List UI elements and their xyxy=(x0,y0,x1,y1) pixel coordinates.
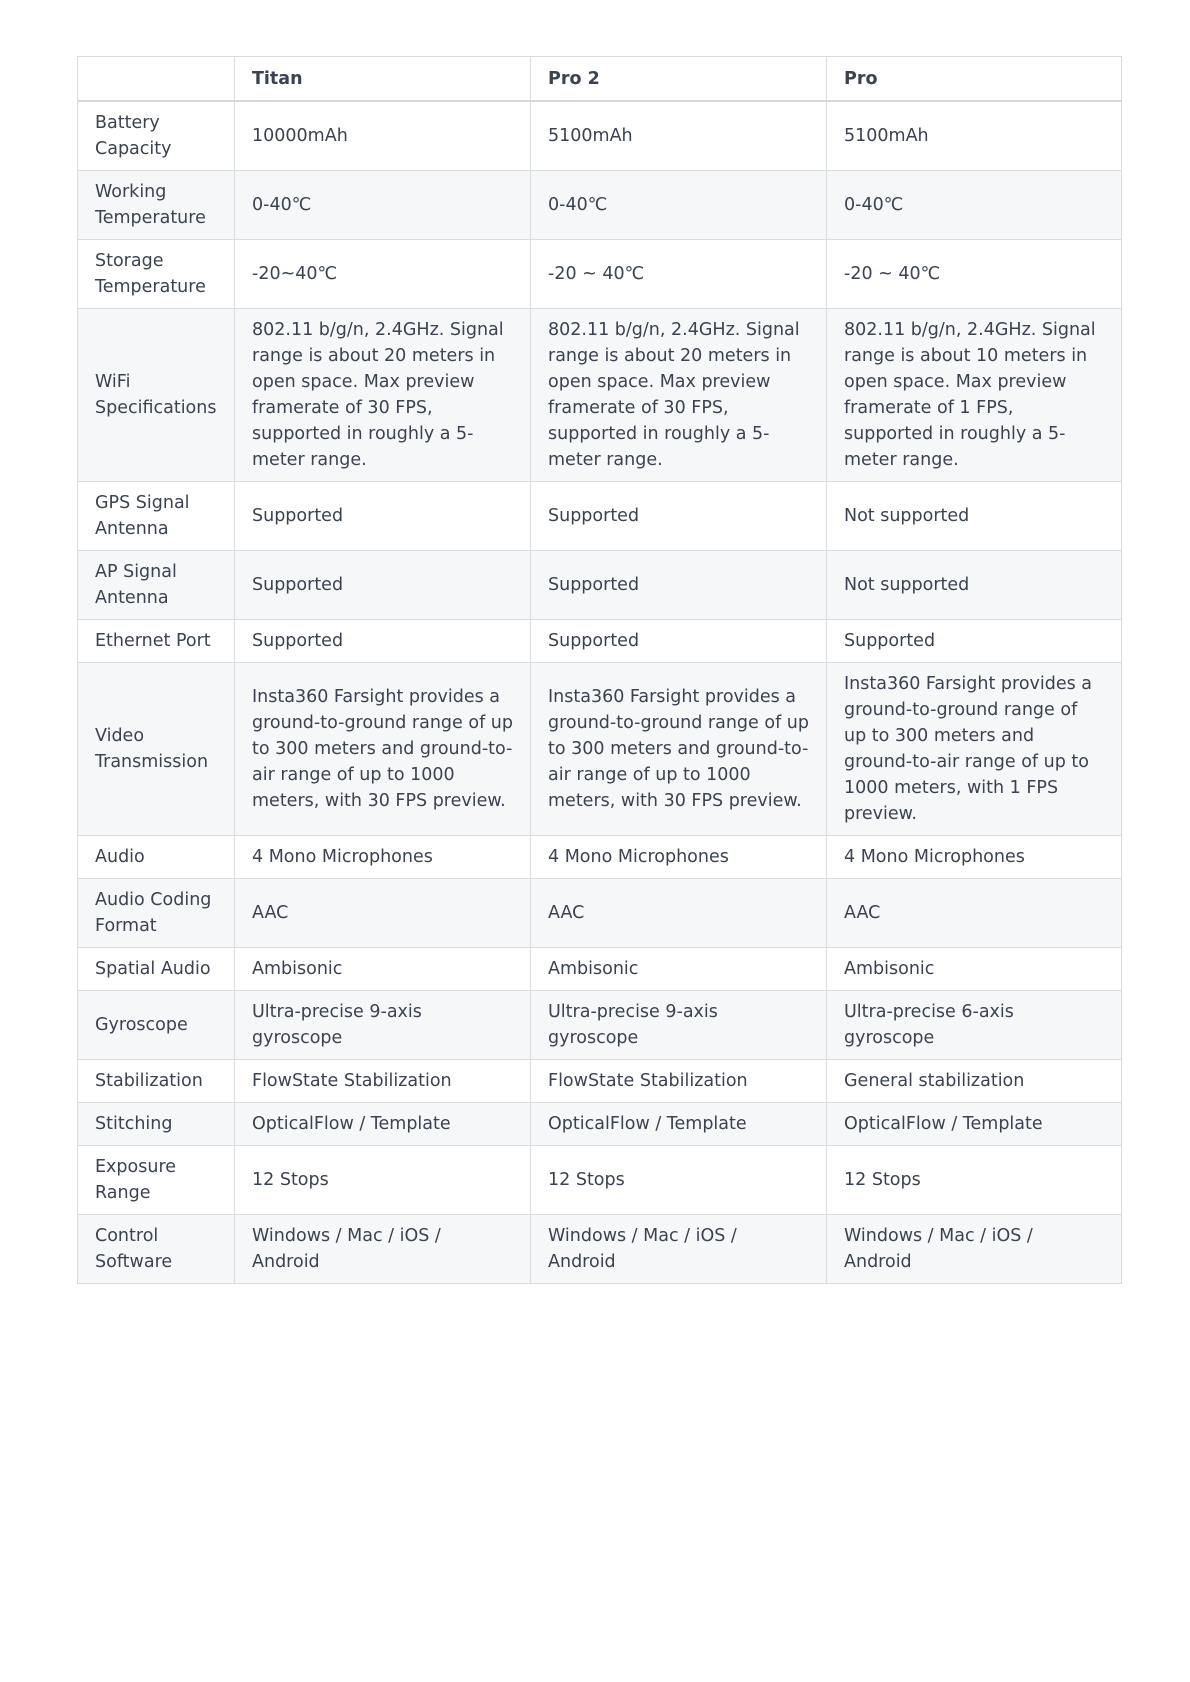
row-label: AP Signal Antenna xyxy=(78,551,235,620)
row-label: Working Temperature xyxy=(78,171,235,240)
row-label: Battery Capacity xyxy=(78,101,235,171)
row-label: Exposure Range xyxy=(78,1146,235,1215)
cell-titan: FlowState Stabilization xyxy=(235,1060,531,1103)
table-row xyxy=(78,836,1122,879)
column-header-pro2: Pro 2 xyxy=(531,57,827,102)
table-row xyxy=(78,482,1122,551)
cell-pro2: Ultra-precise 9-axis gyroscope xyxy=(531,991,827,1060)
row-label: WiFi Specifications xyxy=(78,309,235,482)
cell-pro: 4 Mono Microphones xyxy=(827,836,1122,879)
cell-pro: Supported xyxy=(827,620,1122,663)
row-label: Video Transmission xyxy=(78,663,235,836)
table-row xyxy=(78,663,1122,836)
cell-titan: Ultra-precise 9-axis gyroscope xyxy=(235,991,531,1060)
cell-titan: 0-40℃ xyxy=(235,171,531,240)
cell-titan: 4 Mono Microphones xyxy=(235,836,531,879)
cell-pro2: 5100mAh xyxy=(531,101,827,171)
cell-pro2: Insta360 Farsight provides a ground-to-ground range of up to 300 meters and ground-to-air range of up to 1000 meters, with 30 FPS preview. xyxy=(531,663,827,836)
cell-pro: 802.11 b/g/n, 2.4GHz. Signal range is about 10 meters in open space. Max preview framerate of 1 FPS, supported in roughly a 5-meter range. xyxy=(827,309,1122,482)
row-label: Audio Coding Format xyxy=(78,879,235,948)
cell-titan: -20~40℃ xyxy=(235,240,531,309)
cell-pro2: OpticalFlow / Template xyxy=(531,1103,827,1146)
cell-pro: Not supported xyxy=(827,482,1122,551)
cell-titan: Supported xyxy=(235,620,531,663)
cell-pro: 0-40℃ xyxy=(827,171,1122,240)
spec-sheet xyxy=(77,56,1121,1284)
cell-pro: General stabilization xyxy=(827,1060,1122,1103)
cell-pro: Ultra-precise 6-axis gyroscope xyxy=(827,991,1122,1060)
cell-pro2: 802.11 b/g/n, 2.4GHz. Signal range is about 20 meters in open space. Max preview framerate of 30 FPS, supported in roughly a 5-meter range. xyxy=(531,309,827,482)
cell-titan: Ambisonic xyxy=(235,948,531,991)
cell-pro: OpticalFlow / Template xyxy=(827,1103,1122,1146)
cell-titan: Supported xyxy=(235,551,531,620)
row-label: Gyroscope xyxy=(78,991,235,1060)
cell-pro: Insta360 Farsight provides a ground-to-ground range of up to 300 meters and ground-to-air range of up to 1000 meters, with 1 FPS preview. xyxy=(827,663,1122,836)
column-header-pro: Pro xyxy=(827,57,1122,102)
row-label: Stitching xyxy=(78,1103,235,1146)
column-header-feature xyxy=(78,57,235,102)
cell-pro2: Supported xyxy=(531,620,827,663)
cell-pro2: AAC xyxy=(531,879,827,948)
table-row xyxy=(78,171,1122,240)
row-label: Audio xyxy=(78,836,235,879)
cell-pro2: 4 Mono Microphones xyxy=(531,836,827,879)
table-row xyxy=(78,620,1122,663)
cell-titan: Windows / Mac / iOS / Android xyxy=(235,1215,531,1284)
comparison-table xyxy=(77,56,1122,1284)
table-row xyxy=(78,991,1122,1060)
cell-pro: Not supported xyxy=(827,551,1122,620)
table-header-row xyxy=(78,57,1122,102)
cell-titan: OpticalFlow / Template xyxy=(235,1103,531,1146)
row-label: Stabilization xyxy=(78,1060,235,1103)
cell-pro: Ambisonic xyxy=(827,948,1122,991)
table-row xyxy=(78,1146,1122,1215)
cell-pro2: Ambisonic xyxy=(531,948,827,991)
table-row xyxy=(78,1060,1122,1103)
row-label: Spatial Audio xyxy=(78,948,235,991)
column-header-titan: Titan xyxy=(235,57,531,102)
table-row xyxy=(78,1215,1122,1284)
cell-titan: Insta360 Farsight provides a ground-to-ground range of up to 300 meters and ground-to-air range of up to 1000 meters, with 30 FPS preview. xyxy=(235,663,531,836)
table-row xyxy=(78,551,1122,620)
table-row xyxy=(78,879,1122,948)
cell-pro2: FlowState Stabilization xyxy=(531,1060,827,1103)
cell-pro2: 0-40℃ xyxy=(531,171,827,240)
cell-pro: AAC xyxy=(827,879,1122,948)
cell-pro2: -20 ~ 40℃ xyxy=(531,240,827,309)
cell-pro2: Supported xyxy=(531,551,827,620)
row-label: Ethernet Port xyxy=(78,620,235,663)
cell-titan: AAC xyxy=(235,879,531,948)
cell-pro2: 12 Stops xyxy=(531,1146,827,1215)
cell-pro2: Supported xyxy=(531,482,827,551)
row-label: Control Software xyxy=(78,1215,235,1284)
table-row xyxy=(78,1103,1122,1146)
cell-pro: Windows / Mac / iOS / Android xyxy=(827,1215,1122,1284)
cell-pro: -20 ~ 40℃ xyxy=(827,240,1122,309)
cell-titan: 12 Stops xyxy=(235,1146,531,1215)
row-label: GPS Signal Antenna xyxy=(78,482,235,551)
table-row xyxy=(78,309,1122,482)
cell-titan: Supported xyxy=(235,482,531,551)
table-row xyxy=(78,240,1122,309)
table-row xyxy=(78,101,1122,171)
table-row xyxy=(78,948,1122,991)
cell-titan: 802.11 b/g/n, 2.4GHz. Signal range is about 20 meters in open space. Max preview framerate of 30 FPS, supported in roughly a 5-meter range. xyxy=(235,309,531,482)
cell-titan: 10000mAh xyxy=(235,101,531,171)
cell-pro: 12 Stops xyxy=(827,1146,1122,1215)
cell-pro: 5100mAh xyxy=(827,101,1122,171)
row-label: Storage Temperature xyxy=(78,240,235,309)
cell-pro2: Windows / Mac / iOS / Android xyxy=(531,1215,827,1284)
